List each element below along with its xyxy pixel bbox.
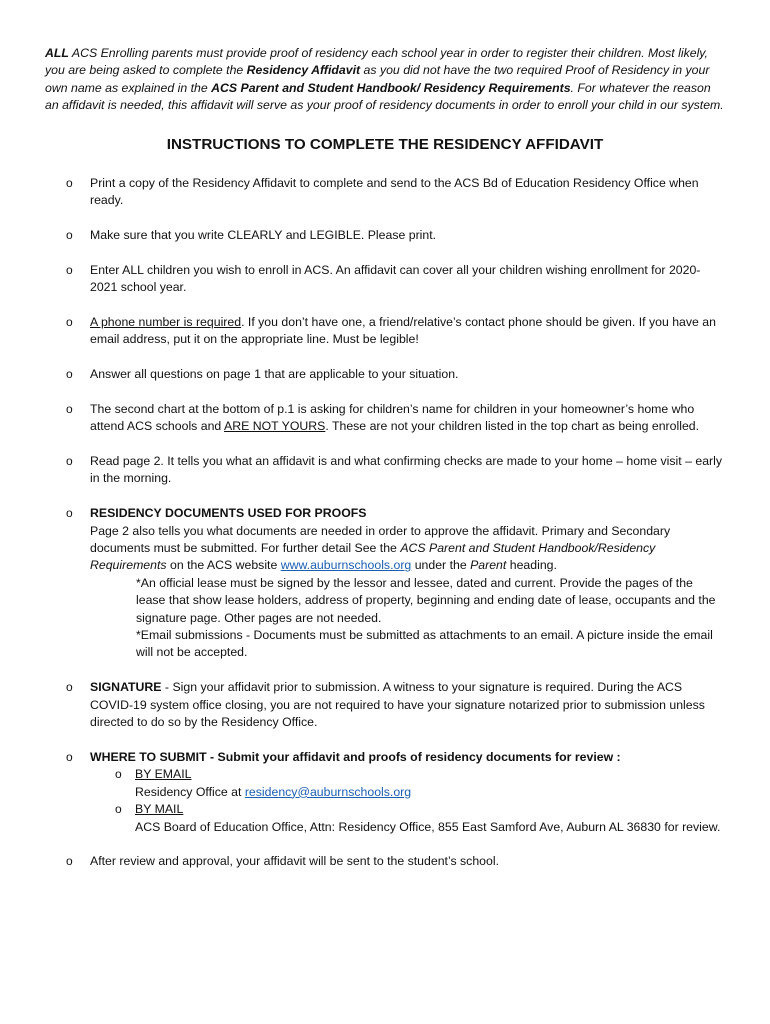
list-item bbox=[45, 175, 725, 210]
list-item bbox=[45, 505, 725, 662]
intro-all: ALL bbox=[45, 46, 69, 60]
by-mail-heading: BY MAIL bbox=[135, 802, 184, 817]
bullet-icon: o bbox=[66, 227, 73, 242]
list-item bbox=[45, 401, 725, 436]
list-item bbox=[45, 262, 725, 297]
item-text: Print a copy of the Residency Affidavit to complete and send to the ACS Bd of Education Residency Office when ready. bbox=[90, 175, 699, 208]
submit-options bbox=[90, 766, 725, 836]
bullet-icon: o bbox=[66, 854, 73, 869]
bullet-icon: o bbox=[115, 767, 122, 782]
website-link[interactable]: www.auburnschools.org bbox=[280, 558, 412, 573]
bullet-icon: o bbox=[66, 401, 73, 416]
list-item bbox=[45, 853, 725, 870]
email-note: *Email submissions - Documents must be submitted as attachments to an email. A picture inside the email will not be accepted. bbox=[136, 628, 713, 660]
sub-list-item bbox=[115, 801, 725, 836]
bullet-icon: o bbox=[66, 314, 73, 329]
intro-text-1: ACS Enrolling parents must provide proof of residency each school year in order to register their children. Most likely, you are being asked to complete the bbox=[45, 46, 708, 78]
list-item bbox=[45, 749, 725, 836]
bullet-icon: o bbox=[66, 506, 73, 521]
bullet-icon: o bbox=[66, 749, 73, 764]
bullet-icon: o bbox=[66, 175, 73, 190]
item-text: - Sign your affidavit prior to submission. A witness to your signature is required. During the ACS COVID-19 system office closing, you are not required to have your signature notarized prior to submission unless directed to do so by the Residency Office. bbox=[90, 680, 705, 730]
not-yours-text: ARE NOT YOURS bbox=[224, 419, 326, 434]
intro-text-3: . For whatever the reason an affidavit is needed, this affidavit will serve as your proof of residency documents in order to enroll your child in our system. bbox=[45, 80, 724, 113]
mail-address: ACS Board of Education Office, Attn: Residency Office, 855 East Samford Ave, Auburn AL 36830 for review. bbox=[135, 819, 721, 834]
phone-required-text: A phone number is required bbox=[90, 314, 242, 329]
item-text: Enter ALL children you wish to enroll in ACS. An affidavit can cover all your children wishing enrollment for 2020-2021 school year. bbox=[90, 262, 701, 295]
item-text: After review and approval, your affidavit will be sent to the student’s school. bbox=[90, 854, 499, 869]
item-text: The second chart at the bottom of p.1 is asking for children’s name for children in your homeowner’s home who attend ACS schools and bbox=[90, 401, 695, 434]
bullet-icon: o bbox=[66, 454, 73, 469]
signature-heading: SIGNATURE bbox=[90, 680, 162, 695]
intro-paragraph bbox=[45, 45, 725, 115]
bullet-icon: o bbox=[66, 367, 73, 382]
intro-handbook: ACS Parent and Student Handbook/ Residency Requirements bbox=[211, 80, 571, 95]
item-text: Residency Office at bbox=[135, 784, 245, 799]
item-text: Page 2 also tells you what documents are needed in order to approve the affidavit. Primary and Secondary documents must be submitted. For further detail See the bbox=[90, 523, 671, 556]
intro-text-2: as you did not have the two required Proof of Residency in your own name as explained in the bbox=[45, 63, 710, 95]
item-text: heading. bbox=[506, 558, 557, 573]
item-text: Make sure that you write CLEARLY and LEGIBLE. Please print. bbox=[90, 227, 437, 242]
by-email-heading: BY EMAIL bbox=[135, 767, 192, 782]
intro-residency-affidavit: Residency Affidavit bbox=[246, 63, 361, 78]
residency-documents-heading: RESIDENCY DOCUMENTS USED FOR PROOFS bbox=[90, 506, 367, 521]
list-item bbox=[45, 679, 725, 731]
item-text: on the ACS website bbox=[166, 558, 281, 573]
list-item bbox=[45, 314, 725, 349]
bullet-icon: o bbox=[66, 680, 73, 695]
page-title: INSTRUCTIONS TO COMPLETE THE RESIDENCY AFFIDAVIT bbox=[166, 135, 604, 153]
bullet-icon: o bbox=[66, 262, 73, 277]
where-to-submit-heading: WHERE TO SUBMIT - Submit your affidavit and proofs of residency documents for review : bbox=[90, 749, 621, 764]
handbook-reference: ACS Parent and Student Handbook/Residency Requirements bbox=[90, 541, 656, 573]
parent-heading-ref: Parent bbox=[470, 558, 507, 573]
item-text: Read page 2. It tells you what an affidavit is and what confirming checks are made to your home – home visit – early in the morning. bbox=[90, 454, 723, 486]
list-item bbox=[45, 453, 725, 488]
email-link[interactable]: residency@auburnschools.org bbox=[244, 784, 412, 799]
sub-list-item bbox=[115, 766, 725, 801]
item-text: . If you don’t have one, a friend/relative’s contact phone should be given. If you have an email address, put it on the appropriate line. Must be legible! bbox=[90, 314, 716, 347]
instruction-list bbox=[45, 175, 725, 871]
list-item bbox=[45, 227, 725, 244]
item-text: under the bbox=[411, 558, 471, 573]
bullet-icon: o bbox=[115, 802, 122, 817]
list-item bbox=[45, 366, 725, 383]
item-text: . These are not your children listed in the top chart as being enrolled. bbox=[325, 419, 700, 434]
lease-note: *An official lease must be signed by the lessor and lessee, dated and current. Provide the pages of the lease that show lease holders, address of property, beginning and ending date of lease, occupants and the signature page. Other pages are not needed. bbox=[136, 575, 716, 625]
item-text: Answer all questions on page 1 that are applicable to your situation. bbox=[90, 367, 459, 382]
